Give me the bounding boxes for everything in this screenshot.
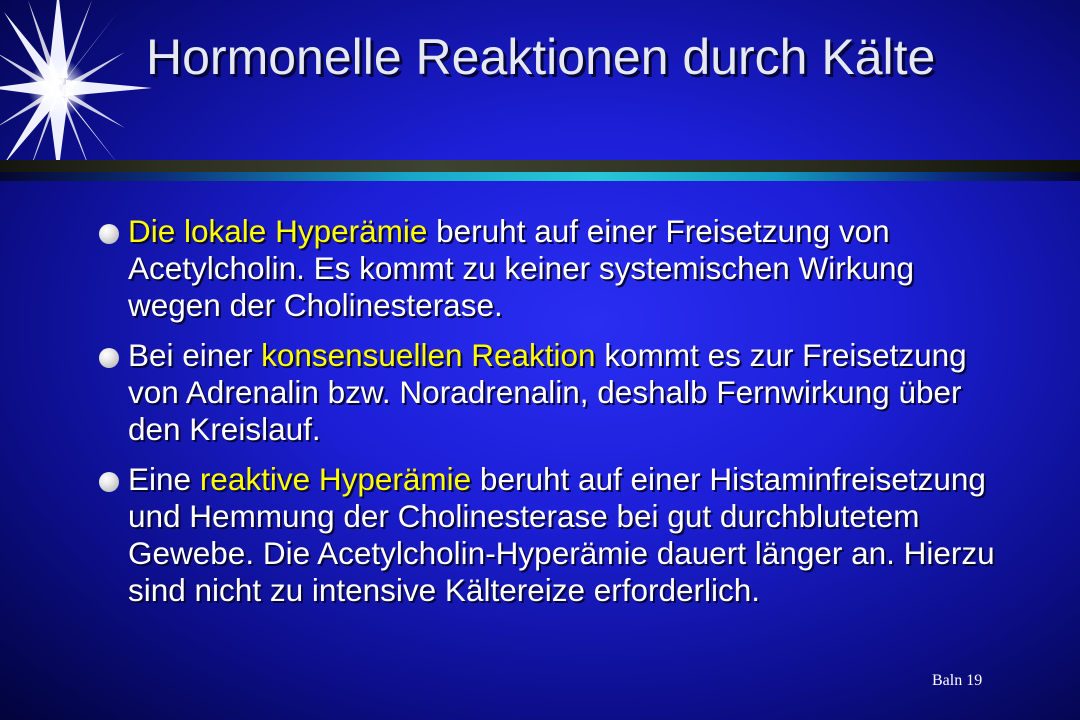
bullet-list <box>98 213 998 622</box>
highlighted-term: Die lokale Hyperämie <box>128 213 428 249</box>
bullet-body: beruht auf einer Histaminfreisetzung und Hemmung der Cholinesterase bei gut durchblutetem Gewebe. Die Acetylcholin-Hyperämie dauert länger an. Hierzu sind nicht zu intensive Kältereize erforderlich. <box>128 461 995 608</box>
bullet-icon <box>99 472 119 492</box>
starburst-icon <box>0 0 170 180</box>
bullet-text <box>128 213 998 324</box>
list-item <box>98 461 998 609</box>
bullet-lead: Eine <box>128 461 200 497</box>
bullet-body: kommt es zur Freisetzung von Adrenalin bzw. Noradrenalin, deshalb Fernwirkung über den Kreislauf. <box>128 337 967 447</box>
highlighted-term: reaktive Hyperämie <box>199 461 472 497</box>
title-divider <box>0 160 1080 182</box>
slide-footer: Baln 19 <box>932 672 983 689</box>
slide-title: Hormonelle Reaktionen durch Kälte <box>146 29 936 85</box>
bullet-icon <box>99 224 119 244</box>
bullet-icon <box>99 348 119 368</box>
bullet-text <box>128 461 998 609</box>
bullet-lead: Bei einer <box>128 337 262 373</box>
bullet-body: beruht auf einer Freisetzung von Acetylcholin. Es kommt zu keiner systemischen Wirkung wegen der Cholinesterase. <box>128 213 915 323</box>
highlighted-term: konsensuellen Reaktion <box>261 337 596 373</box>
list-item <box>98 337 998 448</box>
bullet-text <box>128 337 998 448</box>
list-item <box>98 213 998 324</box>
